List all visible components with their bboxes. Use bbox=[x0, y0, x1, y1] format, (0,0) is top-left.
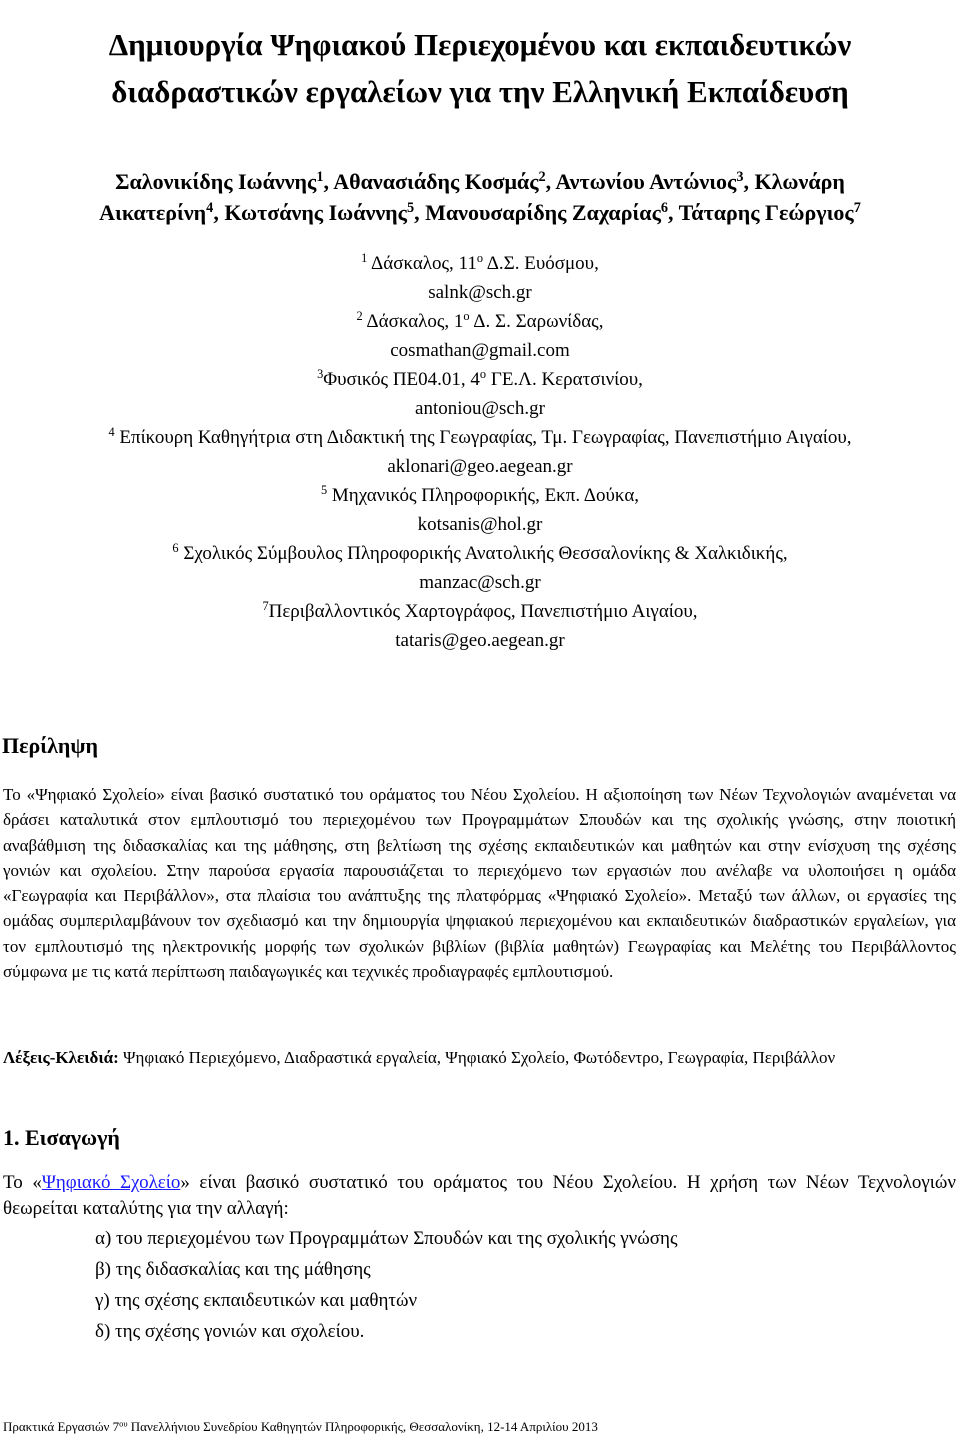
intro-text-before: Το « bbox=[3, 1172, 42, 1193]
author-name: , Αθανασιάδης Κοσμάς bbox=[323, 169, 539, 194]
authors-line-2 bbox=[0, 197, 960, 228]
digital-school-link[interactable]: Ψηφιακό Σχολείο bbox=[41, 1172, 181, 1193]
affiliation-text: Δάσκαλος, 1 bbox=[362, 311, 464, 332]
affiliation-sup: 2 bbox=[356, 309, 363, 324]
affiliation-6 bbox=[0, 539, 960, 568]
list-item: δ) της σχέσης γονιών και σχολείου. bbox=[95, 1321, 365, 1342]
list-item: β) της διδασκαλίας και της μάθησης bbox=[95, 1259, 371, 1280]
affiliation-text: Επίκουρη Καθηγήτρια στη Διδακτική της Γεωγραφίας, Τμ. Γεωγραφίας, Πανεπιστήμιο Αιγαίου, bbox=[114, 427, 852, 448]
title-line-1: Δημιουργία Ψηφιακού Περιεχομένου και εκπαιδευτικών bbox=[108, 26, 852, 62]
author-name: , Κλωνάρη bbox=[743, 169, 845, 194]
intro-heading: 1. Εισαγωγή bbox=[3, 1125, 120, 1150]
affiliations bbox=[0, 249, 960, 655]
abstract-heading: Περίληψη bbox=[2, 733, 99, 758]
affiliation-5-email: kotsanis@hol.gr bbox=[417, 514, 543, 535]
page-footer bbox=[3, 1419, 598, 1435]
keywords-text: Ψηφιακό Περιεχόμενο, Διαδραστικά εργαλεία, Ψηφιακό Σχολείο, Φωτόδεντρο, Γεωγραφία, Περιβάλλον bbox=[118, 1048, 836, 1067]
affiliation-sup: 6 bbox=[172, 541, 179, 556]
affiliation-4 bbox=[0, 423, 960, 452]
affiliation-6-email: manzac@sch.gr bbox=[419, 572, 541, 593]
list-item: γ) της σχέσης εκπαιδευτικών και μαθητών bbox=[95, 1290, 418, 1311]
paper-title bbox=[0, 21, 960, 115]
affiliation-5 bbox=[0, 481, 960, 510]
author-name: , Τάταρης Γεώργιος bbox=[668, 200, 854, 225]
author-name: , Αντωνίου Αντώνιος bbox=[545, 169, 737, 194]
footer-sup: ου bbox=[119, 1418, 128, 1429]
intro-paragraph bbox=[3, 1170, 956, 1221]
affiliation-7 bbox=[0, 597, 960, 626]
author-sup: 6 bbox=[660, 200, 669, 217]
affiliation-2-email: cosmathan@gmail.com bbox=[390, 340, 570, 361]
author-sup: 4 bbox=[206, 200, 214, 217]
affiliation-1-email: salnk@sch.gr bbox=[428, 282, 532, 303]
affiliation-text: Δ. Σ. Σαρωνίδας, bbox=[469, 311, 604, 332]
intro-list bbox=[95, 1223, 677, 1347]
affiliation-sup: 1 bbox=[361, 251, 368, 266]
author-name: Αικατερίνη bbox=[99, 200, 207, 225]
affiliation-text: Φυσικός ΠΕ04.01, 4 bbox=[323, 369, 480, 390]
author-list bbox=[0, 166, 960, 228]
affiliation-text: Μηχανικός Πληροφορικής, Εκπ. Δούκα, bbox=[327, 485, 640, 506]
author-sup: 7 bbox=[853, 200, 861, 217]
ordinal-sup: ο bbox=[476, 251, 484, 266]
affiliation-text: Δ.Σ. Ευόσμου, bbox=[483, 253, 599, 274]
affiliation-sup: 5 bbox=[320, 483, 328, 498]
intro-text-after: » είναι βασικό συστατικό του οράματος του Νέου Σχολείου. Η χρήση των Νέων Τεχνολογιών θεωρείται καταλύτης για την αλλαγή: bbox=[3, 1172, 956, 1219]
abstract-text: Το «Ψηφιακό Σχολείο» είναι βασικό συστατικό του οράματος του Νέου Σχολείου. Η αξιοποίηση των Νέων Τεχνολογιών αναμένεται να δράσει καταλυτικά στον εμπλουτισμό του περιεχομένου των Προγραμμάτων Σπουδών και της σχολικής γνώσης, στην ποιοτική αναβάθμιση της διδασκαλίας και της μάθησης, στη βελτίωση της σχέσης εκπαιδευτικών και μαθητών και στην ενίσχυση της σχέσης γονιών και σχολείου. Στην παρούσα εργασία παρουσιάζεται το περιεχόμενο των εργασιών που ανέλαβε να υλοποιήσει η ομάδα «Γεωγραφία και Περιβάλλον», στα πλαίσια του ανάπτυξης της πλατφόρμας «Ψηφιακό Σχολείο». Μεταξύ των άλλων, οι εργασίες της ομάδας συμπεριλαμβάνουν τον σχεδιασμό και την δημιουργία ψηφιακού περιεχομένου και εκπαιδευτικών διαδραστικών εργαλείων, για τον εμπλουτισμό της ηλεκτρονικής μορφής των σχολικών βιβλίων (βιβλία μαθητών) Γεωγραφίας και Μελέτης του Περιβάλλοντος σύμφωνα με τις κατά περίπτωση παιδαγωγικές και τεχνικές προδιαγραφές εμπλουτισμού. bbox=[3, 785, 956, 982]
keywords bbox=[3, 1045, 956, 1070]
author-sup: 1 bbox=[316, 169, 324, 186]
title-line-2: διαδραστικών εργαλείων για την Ελληνική Εκπαίδευση bbox=[111, 73, 849, 109]
affiliation-text: ΓΕ.Λ. Κερατσινίου, bbox=[486, 369, 643, 390]
affiliation-sup: 3 bbox=[317, 367, 324, 382]
author-sup: 2 bbox=[538, 169, 546, 186]
ordinal-sup: ο bbox=[463, 309, 470, 324]
footer-text: Πανελλήνιου Συνεδρίου Καθηγητών Πληροφορικής, Θεσσαλονίκη, 12-14 Απριλίου 2013 bbox=[127, 1419, 598, 1434]
authors-line-1 bbox=[0, 166, 960, 197]
author-name: , Κωτσάνης Ιωάννης bbox=[213, 200, 407, 225]
author-name: , Μανουσαρίδης Ζαχαρίας bbox=[414, 200, 661, 225]
affiliation-4-email: aklonari@geo.aegean.gr bbox=[387, 456, 573, 477]
author-sup: 3 bbox=[736, 169, 744, 186]
affiliation-sup: 4 bbox=[108, 425, 115, 440]
affiliation-text: Περιβαλλοντικός Χαρτογράφος, Πανεπιστήμιο Αιγαίου, bbox=[268, 601, 698, 622]
ordinal-sup: ο bbox=[479, 367, 487, 382]
affiliation-3-email: antoniou@sch.gr bbox=[415, 398, 545, 419]
author-sup: 5 bbox=[406, 200, 415, 217]
affiliation-text: Σχολικός Σύμβουλος Πληροφορικής Ανατολικής Θεσσαλονίκης & Χαλκιδικής, bbox=[178, 543, 788, 564]
affiliation-7-email: tataris@geo.aegean.gr bbox=[395, 630, 565, 651]
affiliation-3 bbox=[0, 365, 960, 394]
footer-text: Πρακτικά Εργασιών 7 bbox=[3, 1419, 120, 1434]
author-name: Σαλονικίδης Ιωάννης bbox=[115, 169, 317, 194]
affiliation-2 bbox=[0, 307, 960, 336]
affiliation-text: Δάσκαλος, 11 bbox=[367, 253, 477, 274]
affiliation-sup: 7 bbox=[262, 599, 269, 614]
keywords-label: Λέξεις-Κλειδιά: bbox=[3, 1048, 119, 1067]
affiliation-1 bbox=[0, 249, 960, 278]
list-item: α) του περιεχομένου των Προγραμμάτων Σπουδών και της σχολικής γνώσης bbox=[95, 1228, 678, 1249]
